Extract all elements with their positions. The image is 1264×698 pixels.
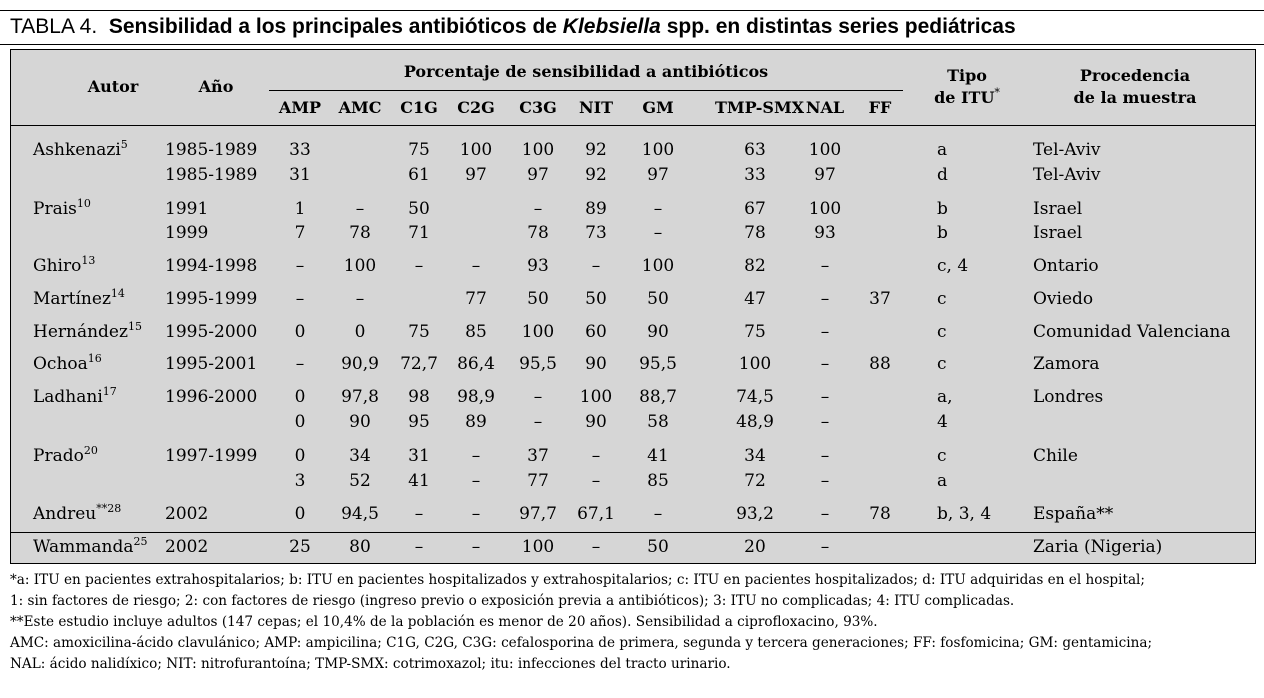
cell-anio: 1999 <box>165 223 209 243</box>
cell-gm: 90 <box>647 322 669 342</box>
table-title <box>10 14 1260 40</box>
cell-c1g: 72,7 <box>400 354 438 374</box>
cell-gm: 97 <box>647 165 669 185</box>
header-amc: AMC <box>338 98 382 117</box>
cell-procedencia: Zamora <box>1033 354 1100 374</box>
cell-tmp-smx: 33 <box>744 165 766 185</box>
cell-nal: – <box>820 412 830 432</box>
cell-amc: – <box>355 289 365 309</box>
cell-nit: 90 <box>585 354 607 374</box>
cell-amp: – <box>295 289 305 309</box>
cell-tmp-smx: 100 <box>738 354 772 374</box>
cell-c1g: – <box>414 256 424 276</box>
last-row-rule <box>11 532 1255 533</box>
cell-amp: 33 <box>289 140 311 160</box>
cell-procedencia: Oviedo <box>1033 289 1094 309</box>
cell-amp: – <box>295 354 305 374</box>
cell-tipo: c <box>937 354 947 374</box>
cell-procedencia: Londres <box>1033 387 1104 407</box>
cell-gm: 50 <box>647 537 669 557</box>
cell-c2g: 100 <box>459 140 493 160</box>
header-c2g: C2G <box>457 98 495 117</box>
cell-gm: 95,5 <box>639 354 677 374</box>
cell-amc: 52 <box>349 471 371 491</box>
cell-amp: 0 <box>294 446 306 466</box>
cell-anio: 1997-1999 <box>165 446 258 466</box>
cell-amp: 0 <box>294 322 306 342</box>
header-tipo-1: Tipo <box>947 66 987 85</box>
cell-anio: 2002 <box>165 537 209 557</box>
cell-tmp-smx: 20 <box>744 537 766 557</box>
header-nal: NAL <box>805 98 845 117</box>
cell-nal: – <box>820 504 830 524</box>
cell-anio: 1991 <box>165 199 209 219</box>
cell-c2g: – <box>471 471 481 491</box>
cell-nit: – <box>591 446 601 466</box>
cell-c1g: 75 <box>408 140 430 160</box>
cell-nit: 50 <box>585 289 607 309</box>
cell-nal: 93 <box>814 223 836 243</box>
cell-gm: – <box>653 223 663 243</box>
cell-amp: 31 <box>289 165 311 185</box>
cell-nal: – <box>820 256 830 276</box>
cell-autor: Andreu$^{**28}$ <box>33 502 122 524</box>
cell-procedencia: Israel <box>1033 223 1083 243</box>
cell-gm: 88,7 <box>639 387 677 407</box>
cell-nal: 100 <box>808 140 842 160</box>
cell-gm: – <box>653 504 663 524</box>
cell-nal: 97 <box>814 165 836 185</box>
cell-tmp-smx: 47 <box>744 289 766 309</box>
cell-tipo: b, 3, 4 <box>937 504 992 524</box>
cell-tipo: a <box>937 471 948 491</box>
cell-c3g: 100 <box>521 140 555 160</box>
table-label: TABLA 4. <box>10 15 98 38</box>
cell-tipo: c <box>937 446 947 466</box>
cell-nit: 92 <box>585 140 607 160</box>
cell-tipo: a <box>937 140 948 160</box>
header-ff: FF <box>868 98 892 117</box>
cell-ff: 78 <box>869 504 891 524</box>
cell-amc: – <box>355 199 365 219</box>
cell-nit: 90 <box>585 412 607 432</box>
cell-autor: Ochoa$^{16}$ <box>33 352 102 374</box>
cell-nit: 89 <box>585 199 607 219</box>
cell-tipo: c <box>937 289 947 309</box>
header-gm: GM <box>642 98 674 117</box>
cell-c3g: 97 <box>527 165 549 185</box>
cell-gm: 50 <box>647 289 669 309</box>
cell-c1g: – <box>414 537 424 557</box>
header-c1g: C1G <box>400 98 438 117</box>
cell-nal: – <box>820 387 830 407</box>
header-nit: NIT <box>578 98 613 117</box>
cell-autor: Hernández$^{15}$ <box>33 320 142 342</box>
cell-ff: 88 <box>869 354 891 374</box>
cell-c3g: 100 <box>521 322 555 342</box>
cell-c1g: – <box>414 504 424 524</box>
cell-gm: – <box>653 199 663 219</box>
cell-autor: Ladhani$^{17}$ <box>33 385 117 407</box>
cell-nit: 60 <box>585 322 607 342</box>
cell-c3g: 93 <box>527 256 549 276</box>
cell-nal: – <box>820 354 830 374</box>
cell-autor: Prais$^{10}$ <box>33 197 91 219</box>
cell-c1g: 61 <box>408 165 430 185</box>
cell-c3g: 50 <box>527 289 549 309</box>
cell-c2g: 89 <box>465 412 487 432</box>
cell-c2g: 85 <box>465 322 487 342</box>
cell-tipo: d <box>937 165 948 185</box>
cell-c1g: 31 <box>408 446 430 466</box>
cell-anio: 1994-1998 <box>165 256 258 276</box>
cell-tmp-smx: 82 <box>744 256 766 276</box>
cell-nit: – <box>591 256 601 276</box>
cell-nit: 67,1 <box>577 504 615 524</box>
cell-c2g: – <box>471 504 481 524</box>
cell-gm: 100 <box>641 140 675 160</box>
cell-nit: – <box>591 537 601 557</box>
header-bottom-rule <box>11 125 1255 126</box>
cell-tmp-smx: 63 <box>744 140 766 160</box>
header-amp: AMP <box>278 98 322 117</box>
cell-nit: 92 <box>585 165 607 185</box>
cell-c3g: – <box>533 199 543 219</box>
cell-anio: 1995-2000 <box>165 322 258 342</box>
cell-procedencia: España** <box>1033 504 1114 524</box>
cell-tmp-smx: 74,5 <box>736 387 774 407</box>
cell-nit: – <box>591 471 601 491</box>
cell-procedencia: Chile <box>1033 446 1078 466</box>
cell-tipo: c <box>937 322 947 342</box>
cell-c2g: 97 <box>465 165 487 185</box>
header-anio: Año <box>198 77 234 96</box>
title-italic: Klebsiella <box>562 15 661 38</box>
header-group: Porcentaje de sensibilidad a antibióticos <box>403 62 769 81</box>
cell-ff: 37 <box>869 289 891 309</box>
cell-c2g: 77 <box>465 289 487 309</box>
cell-tipo: 4 <box>937 412 948 432</box>
cell-c1g: 41 <box>408 471 430 491</box>
cell-amc: 100 <box>343 256 377 276</box>
cell-nal: – <box>820 289 830 309</box>
cell-tipo: c, 4 <box>937 256 969 276</box>
cell-tipo: b <box>937 199 948 219</box>
cell-amp: – <box>295 256 305 276</box>
cell-tmp-smx: 34 <box>744 446 766 466</box>
title-text-after: spp. en distintas series pediátricas <box>660 15 1016 38</box>
footnote: NAL: ácido nalidíxico; NIT: nitrofurantoína; TMP-SMX: cotrimoxazol; itu: infecciones del tracto urinario. <box>10 656 731 672</box>
cell-gm: 41 <box>647 446 669 466</box>
cell-amc: 90 <box>349 412 371 432</box>
cell-nal: – <box>820 446 830 466</box>
cell-amp: 0 <box>294 412 306 432</box>
cell-tipo: a, <box>937 387 953 407</box>
cell-amc: 94,5 <box>341 504 379 524</box>
cell-c3g: 77 <box>527 471 549 491</box>
cell-procedencia: Tel-Aviv <box>1033 165 1101 185</box>
cell-amc: 78 <box>349 223 371 243</box>
cell-procedencia: Ontario <box>1033 256 1099 276</box>
cell-procedencia: Comunidad Valenciana <box>1033 322 1231 342</box>
cell-amp: 0 <box>294 504 306 524</box>
header-autor: Autor <box>87 77 139 96</box>
cell-nal: 100 <box>808 199 842 219</box>
cell-nal: – <box>820 537 830 557</box>
header-tmp-smx: TMP-SMX <box>715 98 805 117</box>
footnote: 1: sin factores de riesgo; 2: con factores de riesgo (ingreso previo o exposición previa a antibióticos); 3: ITU no complicadas; 4: ITU complicadas. <box>10 593 1015 609</box>
cell-autor: Ghiro$^{13}$ <box>33 254 96 276</box>
cell-c1g: 98 <box>408 387 430 407</box>
cell-anio: 1995-1999 <box>165 289 258 309</box>
cell-anio: 1985-1989 <box>165 165 258 185</box>
cell-autor: Ashkenazi$^5$ <box>33 138 128 160</box>
header-tipo-2: de ITU* <box>934 86 1000 107</box>
title-text-before: Sensibilidad a los principales antibióticos de <box>108 15 563 38</box>
cell-tmp-smx: 72 <box>744 471 766 491</box>
cell-c2g: – <box>471 256 481 276</box>
cell-tipo: b <box>937 223 948 243</box>
footnote: AMC: amoxicilina-ácido clavulánico; AMP: ampicilina; C1G, C2G, C3G: cefalosporina de primera, segunda y tercera generaciones; FF: fosfomicina; GM: gentamicina; <box>10 635 1153 651</box>
cell-c1g: 75 <box>408 322 430 342</box>
cell-c2g: 86,4 <box>457 354 495 374</box>
cell-nal: – <box>820 322 830 342</box>
cell-c2g: – <box>471 446 481 466</box>
cell-autor: Prado$^{20}$ <box>33 444 98 466</box>
cell-c2g: 98,9 <box>457 387 495 407</box>
cell-procedencia: Israel <box>1033 199 1083 219</box>
cell-autor: Martínez$^{14}$ <box>33 287 125 309</box>
cell-anio: 1996-2000 <box>165 387 258 407</box>
cell-amc: 34 <box>349 446 371 466</box>
table-box <box>10 49 1256 564</box>
cell-c3g: 97,7 <box>519 504 557 524</box>
cell-tmp-smx: 67 <box>744 199 766 219</box>
header-c3g: C3G <box>519 98 557 117</box>
cell-c3g: 95,5 <box>519 354 557 374</box>
cell-nal: – <box>820 471 830 491</box>
cell-procedencia: Zaria (Nigeria) <box>1033 537 1163 557</box>
cell-anio: 1995-2001 <box>165 354 258 374</box>
footnotes <box>10 570 1260 675</box>
cell-tmp-smx: 78 <box>744 223 766 243</box>
cell-nit: 73 <box>585 223 607 243</box>
cell-amc: 80 <box>349 537 371 557</box>
header-proc-2: de la muestra <box>1073 88 1197 107</box>
cell-amp: 0 <box>294 387 306 407</box>
cell-tmp-smx: 48,9 <box>736 412 774 432</box>
cell-c1g: 50 <box>408 199 430 219</box>
cell-c1g: 95 <box>408 412 430 432</box>
cell-nit: 100 <box>579 387 613 407</box>
header-proc-1: Procedencia <box>1079 66 1191 85</box>
cell-c1g: 71 <box>408 223 430 243</box>
cell-c3g: 100 <box>521 537 555 557</box>
footnote: *a: ITU en pacientes extrahospitalarios; b: ITU en pacientes hospitalizados y extrahospitalarios; c: ITU en pacientes hospitalizados; d: ITU adquiridas en el hospital; <box>10 572 1145 588</box>
footnote: **Este estudio incluye adultos (147 cepas; el 10,4% de la población es menor de 20 años). Sensibilidad a ciprofloxacino, 93%. <box>10 614 878 630</box>
cell-amc: 90,9 <box>341 354 379 374</box>
cell-tmp-smx: 75 <box>744 322 766 342</box>
cell-gm: 100 <box>641 256 675 276</box>
cell-anio: 2002 <box>165 504 209 524</box>
top-rule <box>0 10 1264 11</box>
cell-procedencia: Tel-Aviv <box>1033 140 1101 160</box>
cell-amp: 1 <box>294 199 306 219</box>
cell-c3g: – <box>533 387 543 407</box>
cell-c3g: 78 <box>527 223 549 243</box>
cell-gm: 85 <box>647 471 669 491</box>
cell-amc: 0 <box>354 322 366 342</box>
cell-amp: 7 <box>294 223 306 243</box>
cell-gm: 58 <box>647 412 669 432</box>
cell-anio: 1985-1989 <box>165 140 258 160</box>
cell-amc: 97,8 <box>341 387 379 407</box>
cell-tmp-smx: 93,2 <box>736 504 774 524</box>
cell-c2g: – <box>471 537 481 557</box>
cell-c3g: 37 <box>527 446 549 466</box>
cell-amp: 3 <box>294 471 306 491</box>
cell-c3g: – <box>533 412 543 432</box>
title-rule <box>0 44 1264 45</box>
cell-amp: 25 <box>289 537 311 557</box>
cell-autor: Wammanda$^{25}$ <box>33 535 148 557</box>
header-group-rule <box>269 90 903 91</box>
